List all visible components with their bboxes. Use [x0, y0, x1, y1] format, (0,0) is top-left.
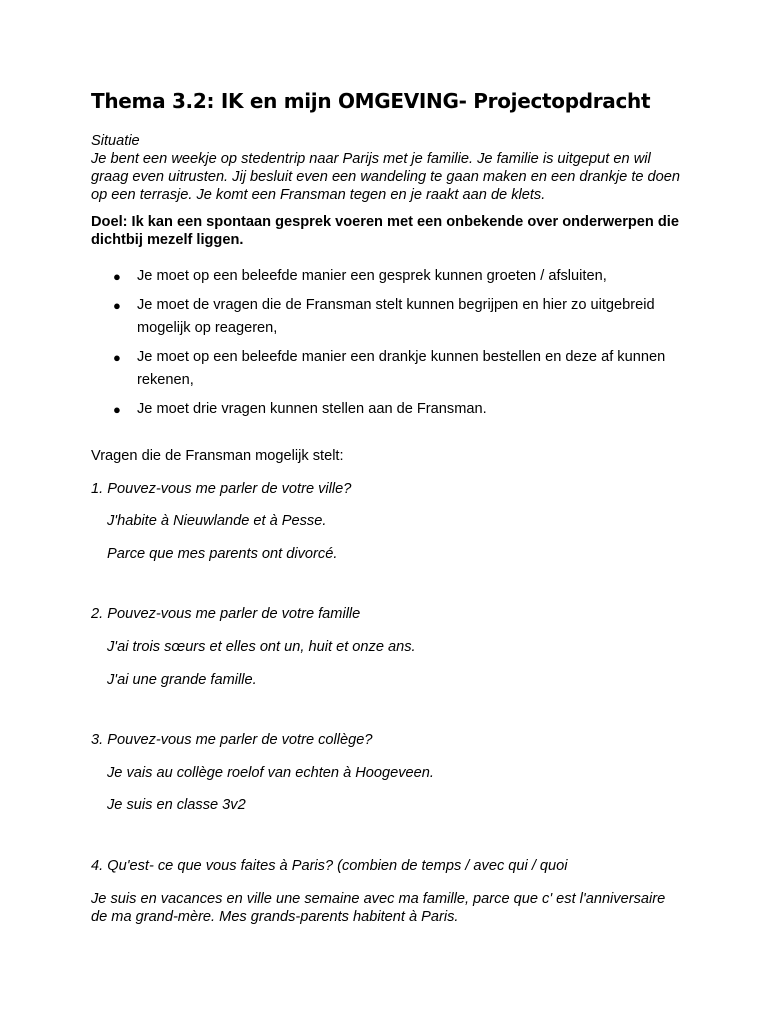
requirements-list — [91, 265, 681, 421]
question-text: 4. Qu'est- ce que vous faites à Paris? (combien de temps / avec qui / quoi — [91, 857, 568, 874]
requirement-text: Je moet op een beleefde manier een drankje kunnen bestellen en deze af kunnen rekenen, — [137, 349, 666, 388]
question-block-1 — [91, 480, 681, 563]
page-title: Thema 3.2: IK en mijn OMGEVING- Projectopdracht — [91, 89, 651, 113]
doel-statement: Doel: Ik kan een spontaan gesprek voeren met een onbekende over onderwerpen die dichtbij mezelf liggen. — [91, 214, 679, 248]
bullet-icon: ● — [113, 402, 121, 417]
question-text: 2. Pouvez-vous me parler de votre famille — [91, 606, 361, 623]
answer-text: Je suis en classe 3v2 — [107, 797, 246, 814]
situatie-text: Je bent een weekje op stedentrip naar Parijs met je familie. Je familie is uitgeput en wil graag even uitrusten. Jij besluit even een wandeling te gaan maken en een drankje te doen op een terrasje. Je komt een Fransman tegen en je raakt aan de klets. — [91, 151, 681, 203]
question-block-4 — [91, 857, 681, 926]
answer-text: J'ai trois sœurs et elles ont un, huit et onze ans. — [107, 638, 416, 655]
requirement-text: Je moet drie vragen kunnen stellen aan de Fransman. — [137, 401, 487, 417]
question-text: 1. Pouvez-vous me parler de votre ville? — [91, 480, 352, 497]
question-block-2 — [91, 605, 681, 688]
spacer — [91, 829, 681, 857]
requirement-text: Je moet op een beleefde manier een gesprek kunnen groeten / afsluiten, — [137, 268, 607, 284]
answer-text: Parce que mes parents ont divorcé. — [107, 545, 338, 562]
list-item — [91, 346, 681, 392]
list-item — [91, 398, 681, 421]
list-item — [91, 294, 681, 340]
question-block-3 — [91, 731, 681, 814]
situatie-label: Situatie — [91, 133, 140, 149]
situatie-section — [91, 132, 681, 204]
bullet-icon: ● — [113, 269, 121, 284]
answer-text: Je suis en vacances en ville une semaine avec ma famille, parce que c' est l'anniversaire de ma grand-mère. Mes grands-parents habitent à Paris. — [91, 890, 666, 925]
answer-text: J'ai une grande famille. — [107, 671, 257, 688]
answer-text: J'habite à Nieuwlande et à Pesse. — [107, 513, 327, 530]
bullet-icon: ● — [113, 298, 121, 313]
question-text: 3. Pouvez-vous me parler de votre collège? — [91, 732, 373, 749]
requirement-text: Je moet de vragen die de Fransman stelt kunnen begrijpen en hier zo uitgebreid mogelijk op reageren, — [137, 297, 655, 336]
vragen-intro: Vragen die de Fransman mogelijk stelt: — [91, 448, 344, 464]
list-item — [91, 265, 681, 288]
bullet-icon: ● — [113, 350, 121, 365]
spacer — [91, 577, 681, 605]
answer-text: Je vais au collège roelof van echten à Hoogeveen. — [107, 764, 434, 781]
document-page — [91, 86, 681, 940]
spacer — [91, 703, 681, 731]
